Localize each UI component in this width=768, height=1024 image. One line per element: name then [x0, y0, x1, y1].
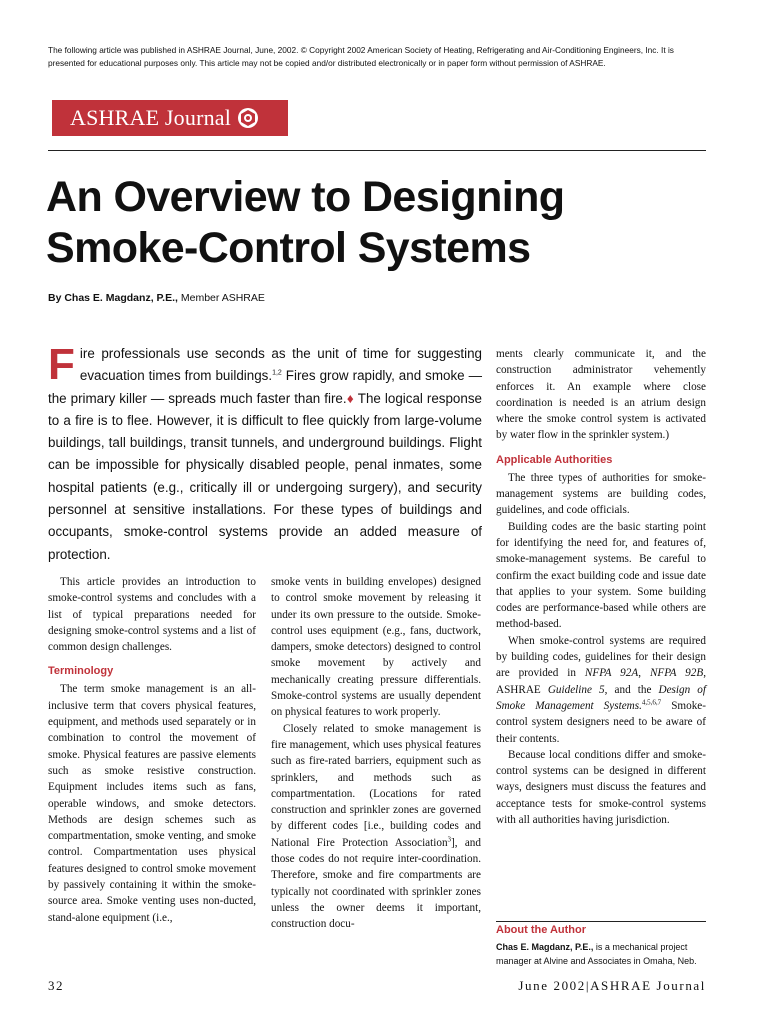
- lead-text-a: ire professionals use seconds as the unit of time for suggesting evacuation times from buildings.: [79, 346, 482, 384]
- column-2: [271, 574, 481, 933]
- logo-text: ASHRAE Journal: [70, 105, 232, 130]
- body-paragraph: [496, 633, 706, 747]
- body-paragraph: [271, 721, 481, 933]
- reference-superscript: 4,5,6,7: [641, 698, 662, 707]
- citation-title: Design of Smoke Management Systems.: [496, 683, 706, 712]
- ashrae-journal-logo: [52, 100, 288, 136]
- author-name: By Chas E. Magdanz, P.E.,: [48, 292, 178, 304]
- author-bio-name: Chas E. Magdanz, P.E.,: [496, 942, 594, 952]
- body-paragraph: smoke vents in building envelopes) designed to control smoke movement by releasing it under its own pressure to the outside. Smoke-control uses equipment (e.g., fans, ductwork, dampers, smoke detectors) designed to control smoke movement by actively and mechanically creating pressure differentials. Smoke-control systems are usually dependent on physical features to work properly.: [271, 576, 481, 719]
- header-divider: [48, 150, 706, 151]
- ashrae-emblem-icon: [237, 107, 259, 129]
- citation-title: NFPA 92A: [584, 667, 639, 680]
- section-heading-authorities: Applicable Authorities: [496, 453, 613, 466]
- lead-text-c: The logical response to a fire is to flee. However, it is difficult to flee quickly from large-volume buildings, tall buildings, transit tunnels, and underground buildings. Flight can be impossible for physically disabled people, penal inmates, some hospital patients (e.g., critically ill or undergoing surgery), and security personnel at sensitive installations. For these types of buildings and occupants, smoke-control systems provide an added measure of protection.: [48, 390, 482, 562]
- about-author-text: [496, 940, 708, 968]
- footer-issue: June 2002|ASHRAE Journal: [518, 978, 706, 993]
- copyright-notice: The following article was published in ASHRAE Journal, June, 2002. © Copyright 2002 American Society of Heating, Refrigerating and Air-Conditioning Engineers, Inc. It is presented for educational purposes only. This article may not be copied and/or distributed electronically or in paper form without permission of ASHRAE.: [48, 45, 674, 68]
- body-text: ], and those codes do not require inter-coordination. Therefore, smoke and fire compartments are typically not coordinated with sprinkler zones unless the owner deems it important, construction docu-: [271, 836, 481, 931]
- intro-paragraph: This article provides an introduction to smoke-control systems and concludes with a list of typical preparations needed for designing smoke-control systems and a list of common design challenges.: [48, 576, 256, 654]
- body-text: , and the: [604, 683, 659, 696]
- author-divider: [496, 921, 706, 922]
- byline: [48, 292, 265, 304]
- author-role: Member ASHRAE: [180, 292, 265, 304]
- body-paragraph: The three types of authorities for smoke-management systems are building codes, guidelines, and code officials.: [496, 471, 706, 517]
- body-text: Smoke-control system designers need to be aware of their contents.: [496, 699, 706, 745]
- citation-title: Guideline 5: [547, 683, 605, 696]
- terminology-paragraph: The term smoke management is an all-inclusive term that covers physical features, equipment, and methods used separately or in combination to control the movement of smoke. Physical features are passive elements such as smoke resistive construction. Equipment includes items such as fans, operable windows, and smoke detectors. Methods are design schemes such as compartmentation, smoke venting, and smoke control. Compartmentation uses physical features designed to control smoke movement by passively containing it within the smoke-source area. Smoke venting uses non-ducted, stand-alone equipment (i.e.,: [48, 683, 256, 924]
- column-3: [496, 346, 706, 828]
- body-text: When smoke-control systems are required by building codes, guidelines for their design are provided in: [496, 634, 706, 680]
- section-heading-terminology: Terminology: [48, 665, 114, 678]
- lead-reference: 1,2: [272, 369, 282, 377]
- column-1: [48, 574, 256, 926]
- author-bio: is a mechanical project manager at Alvine and Associates in Omaha, Neb.: [496, 942, 697, 966]
- body-text: , ASHRAE: [496, 667, 707, 696]
- lead-paragraph: [48, 340, 483, 566]
- diamond-icon: ♦: [346, 390, 355, 406]
- body-paragraph: ments clearly communicate it, and the construction administrator vehemently enforces it. An example where close coordination is needed is an atrium design where the smoke control system is activated by water flow in the sprinkler system.): [496, 348, 706, 442]
- reference-superscript: 3: [447, 835, 452, 844]
- article-title: An Overview to Designing Smoke-Control Systems: [46, 173, 565, 272]
- body-text: Closely related to smoke management is fire management, which uses physical features such as fire-rated barriers, equipment such as sprinklers, and methods such as compartmentation. (Locations for rated construction and sprinkler zones are governed by different codes [i.e., building codes and National Fire Protection Association: [271, 722, 481, 849]
- body-paragraph: Building codes are the basic starting point for identifying the need for, and features of, smoke-management systems. Be careful to confirm the exact building code and issue date that applies to your system. Some building codes are performance-based while others are method-based.: [496, 520, 706, 631]
- body-text: ,: [638, 667, 650, 680]
- page-number: 32: [48, 978, 64, 993]
- citation-title: NFPA 92B: [649, 667, 704, 680]
- lead-text-b: Fires grow rapidly, and smoke — the primary killer — spreads much faster than fire.: [48, 368, 483, 406]
- body-paragraph: Because local conditions differ and smoke-control systems can be designed in different ways, designers must discuss the features and acceptance tests for smoke-control systems with all authorities having jurisdiction.: [496, 748, 706, 827]
- about-author-heading: About the Author: [496, 924, 587, 936]
- drop-cap: F: [48, 340, 75, 389]
